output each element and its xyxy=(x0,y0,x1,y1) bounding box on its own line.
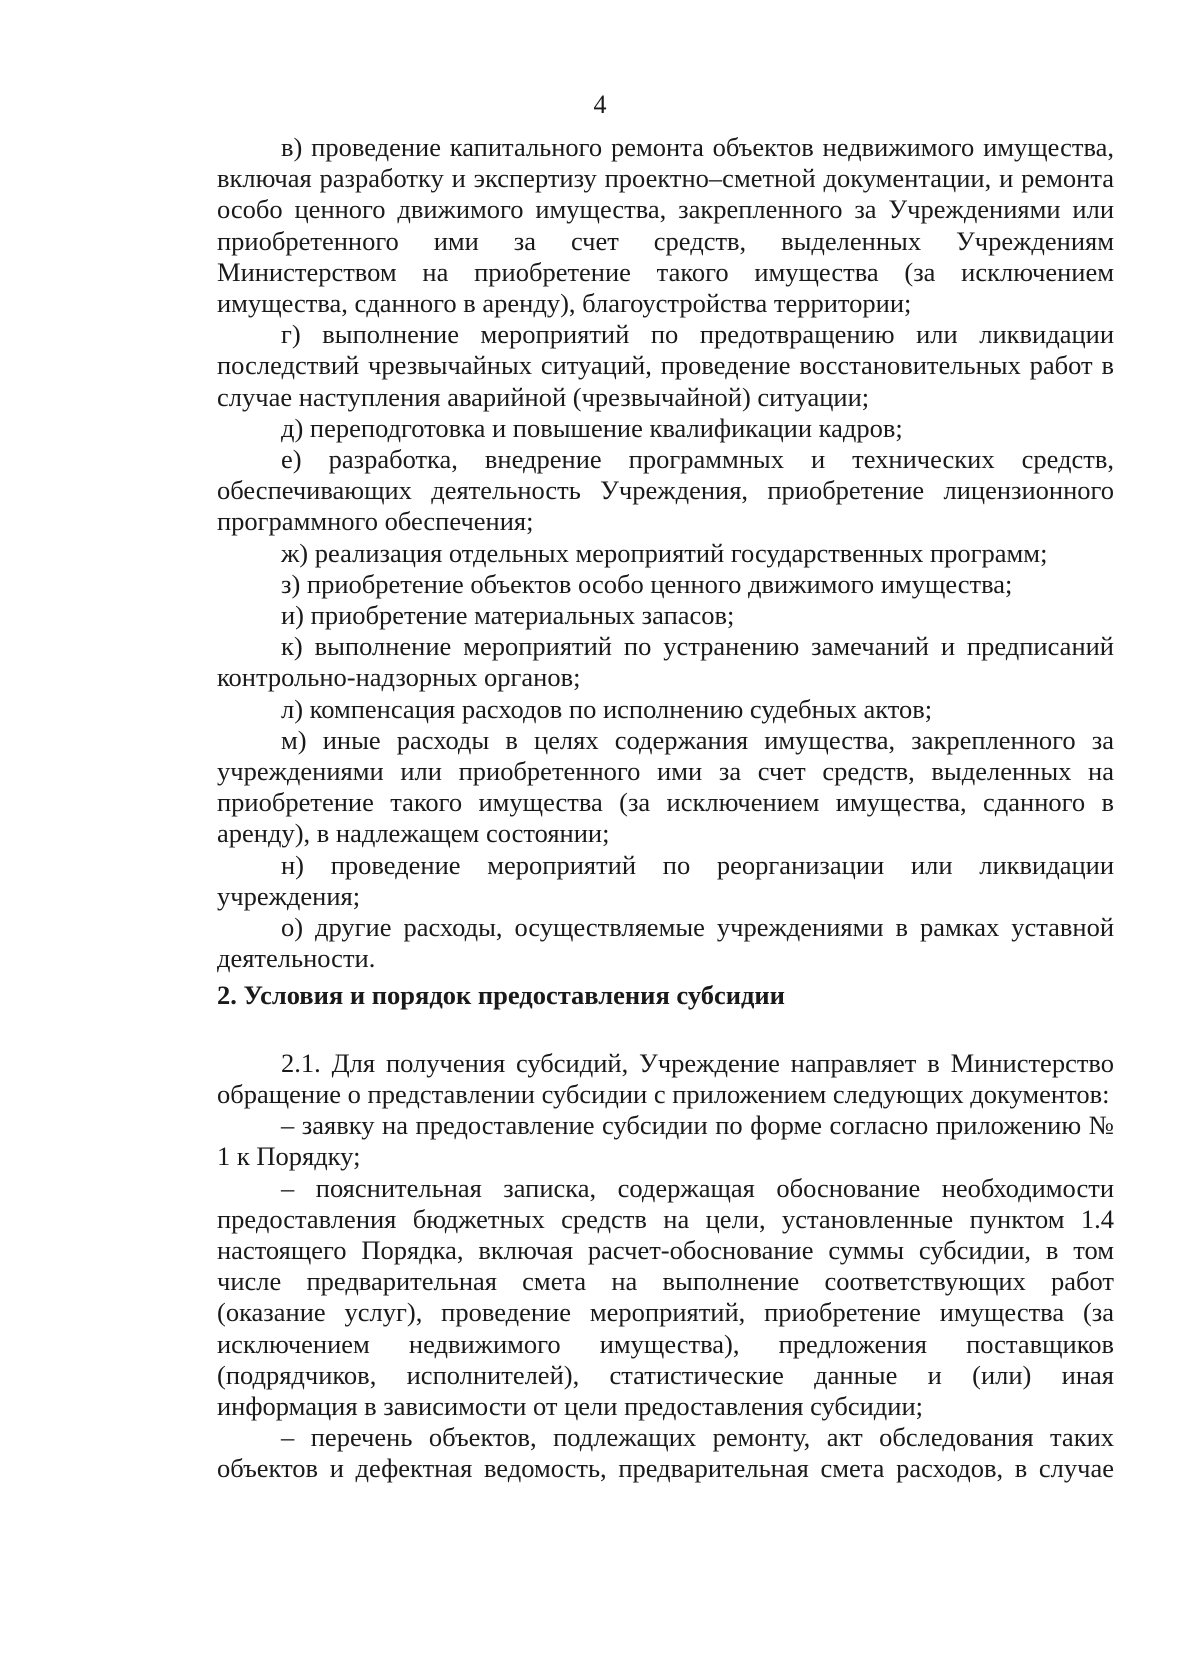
list-item-g: г) выполнение мероприятий по предотвращению или ликвидации последствий чрезвычайных ситуаций, проведение восстановительных работ в случае наступления аварийной (чрезвычайной) ситуации; xyxy=(217,319,1114,412)
list-item-k: к) выполнение мероприятий по устранению замечаний и предписаний контрольно-надзорных органов; xyxy=(217,631,1114,693)
list-item-z: з) приобретение объектов особо ценного движимого имущества; xyxy=(281,568,1013,599)
list-item-zh: ж) реализация отдельных мероприятий государственных программ; xyxy=(281,537,1048,568)
list-item-o: о) другие расходы, осуществляемые учреждениями в рамках уставной деятельности. xyxy=(217,912,1114,974)
list-item-n: н) проведение мероприятий по реорганизации или ликвидации учреждения; xyxy=(217,849,1114,911)
list-item-l: л) компенсация расходов по исполнению судебных актов; xyxy=(281,693,933,724)
list-item-v: в) проведение капитального ремонта объектов недвижимого имущества, включая разработку и экспертизу проектно–сметной документации, и ремонта особо ценного движимого имущества, закрепленного за Учреждениями или приобретенного ими за счет средств, выделенных Учреждениям Министерством на приобретение такого имущества (за исключением имущества, сданного в аренду), благоустройства территории; xyxy=(217,132,1114,319)
list-item-e: е) разработка, внедрение программных и технических средств, обеспечивающих деятельность Учреждения, приобретение лицензионного программного обеспечения; xyxy=(217,444,1114,537)
list-item-d: д) переподготовка и повышение квалификации кадров; xyxy=(281,412,903,443)
list-item-i: и) приобретение материальных запасов; xyxy=(281,600,735,631)
list-item-m: м) иные расходы в целях содержания имущества, закрепленного за учреждениями или приобретенного ими за счет средств, выделенных на приобретение такого имущества (за исключением имущества, сданного в аренду), в надлежащем состоянии; xyxy=(217,724,1114,849)
page-number: 4 xyxy=(593,90,607,119)
document-list-item: – перечень объектов, подлежащих ремонту, акт обследования таких объектов и дефектная ведомость, предварительная смета расходов, в случае xyxy=(217,1422,1114,1484)
section-heading: 2. Условия и порядок предоставления субсидии xyxy=(217,980,785,1011)
document-list-item: – заявку на предоставление субсидии по форме согласно приложению № 1 к Порядку; xyxy=(217,1110,1114,1172)
paragraph-2-1: 2.1. Для получения субсидий, Учреждение направляет в Министерство обращение о представлении субсидии с приложением следующих документов: xyxy=(217,1047,1114,1109)
document-body xyxy=(217,132,1114,1485)
document-list-item: – пояснительная записка, содержащая обоснование необходимости предоставления бюджетных средств на цели, установленные пунктом 1.4 настоящего Порядка, включая расчет-обоснование суммы субсидии, в том числе предварительная смета на выполнение соответствующих работ (оказание услуг), проведение мероприятий, приобретение имущества (за исключением недвижимого имущества), предложения поставщиков (подрядчиков, исполнителей), статистические данные и (или) иная информация в зависимости от цели предоставления субсидии; xyxy=(217,1172,1114,1421)
